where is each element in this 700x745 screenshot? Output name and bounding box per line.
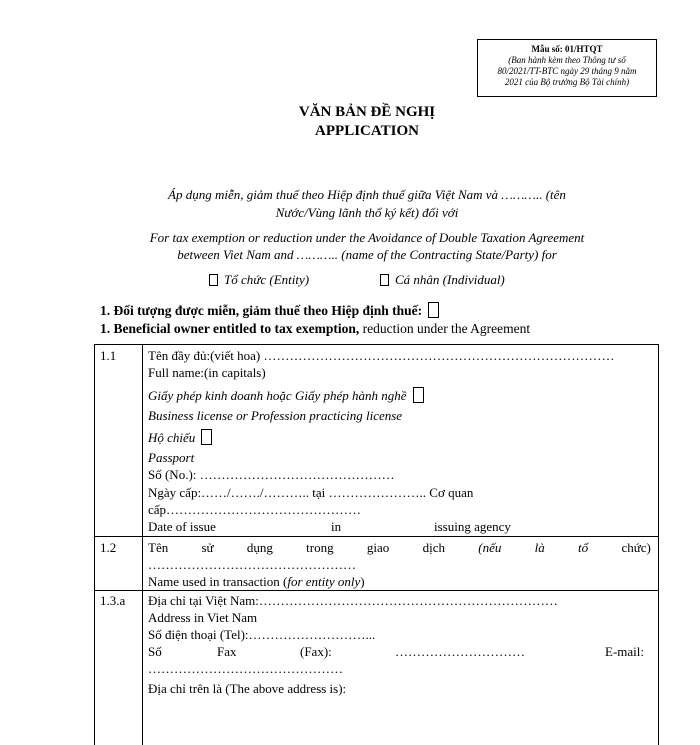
- section-1-title-en-rest: reduction under the Agreement: [359, 321, 531, 336]
- entity-label: Tổ chức (Entity): [224, 272, 310, 287]
- row-1-2-number: 1.2: [100, 540, 117, 555]
- issuing-agency-label: issuing agency: [434, 519, 511, 534]
- address-label-en: Address in Viet Nam: [148, 610, 258, 625]
- subtitle-vi-line-1: Áp dụng miễn, giảm thuế theo Hiệp định thuế giữa Việt Nam và ……….. (tên: [168, 187, 566, 202]
- address-type-label: Địa chỉ trên là (The above address is):: [148, 681, 347, 696]
- issue-date-label-en: [148, 519, 511, 535]
- date-of-issue-label: Date of issue: [148, 519, 216, 534]
- title-vietnamese: VĂN BẢN ĐỀ NGHỊ: [298, 104, 436, 120]
- row-1-3a-number: 1.3.a: [100, 593, 126, 608]
- word: chức): [621, 540, 651, 555]
- section-1-title-en-bold: 1. Beneficial owner entitled to tax exemption,: [100, 321, 360, 336]
- form-issuance-note-3: 2021 của Bộ trưởng Bộ Tài chính): [504, 77, 630, 87]
- individual-checkbox[interactable]: [380, 274, 389, 286]
- form-number: Mẫu số: 01/HTQT: [531, 44, 603, 54]
- passport-checkbox[interactable]: [201, 429, 212, 445]
- row-1-1-number: 1.1: [100, 348, 117, 363]
- passport-label-vi: Hộ chiếu: [148, 430, 196, 445]
- section-1-title-vi: 1. Đối tượng được miễn, giảm thuế theo Hiệp định thuế:: [100, 303, 423, 318]
- word: (nếu: [478, 540, 502, 555]
- individual-label: Cá nhân (Individual): [395, 272, 505, 287]
- word: sử: [201, 540, 214, 555]
- full-name-field[interactable]: Tên đầy đủ:(viết hoa) ………………………………………………………………………: [148, 348, 615, 363]
- section-1-heading-en: [100, 321, 530, 337]
- in-label: in: [331, 519, 342, 534]
- passport-option: [148, 429, 212, 446]
- fax-label-part: Fax: [217, 644, 237, 659]
- transaction-name-label-vi: [148, 540, 651, 556]
- fax-field[interactable]: …………………………: [395, 644, 525, 659]
- word: trong: [306, 540, 334, 555]
- license-option: [148, 387, 424, 404]
- option-individual[interactable]: [380, 272, 505, 288]
- phone-field[interactable]: Số điện thoại (Tel):………………………...: [148, 627, 376, 642]
- fax-label-part: Số: [148, 644, 162, 659]
- subtitle-vi-line-2: Nước/Vùng lãnh thổ ký kết) đối với: [275, 205, 459, 220]
- word: Tên: [148, 540, 169, 555]
- title-english: APPLICATION: [315, 123, 419, 139]
- email-field[interactable]: ………………………………………: [148, 661, 343, 676]
- full-name-label-en: Full name:(in capitals): [148, 365, 266, 380]
- word: tổ: [578, 540, 589, 555]
- form-number-box: [477, 39, 657, 97]
- row-divider: [95, 536, 658, 537]
- document-number-field[interactable]: Số (No.): ………………………………………: [148, 467, 395, 482]
- address-field[interactable]: Địa chỉ tại Việt Nam:……………………………………………………………: [148, 593, 558, 608]
- word: dịch: [422, 540, 445, 555]
- subtitle-en-line-1: For tax exemption or reduction under the Avoidance of Double Taxation Agreement: [149, 230, 585, 245]
- entity-checkbox[interactable]: [209, 274, 218, 286]
- form-issuance-note-2: 80/2021/TT-BTC ngày 29 tháng 9 năm: [497, 66, 637, 76]
- license-label-en: Business license or Profession practicing license: [148, 408, 403, 423]
- label-part: ): [360, 574, 365, 589]
- section-1-checkbox[interactable]: [428, 302, 439, 318]
- email-label: E-mail:: [605, 644, 644, 659]
- section-1-heading-vi: [100, 302, 439, 319]
- row-divider: [95, 590, 658, 591]
- label-part: Name used in transaction (: [148, 574, 288, 589]
- option-entity[interactable]: [209, 272, 309, 288]
- license-checkbox[interactable]: [413, 387, 424, 403]
- issuing-agency-field[interactable]: cấp………………………………………: [148, 502, 362, 517]
- word: dụng: [246, 540, 273, 555]
- word: giao: [366, 540, 390, 555]
- subtitle-en-line-2: between Viet Nam and ……….. (name of the Contracting State/Party) for: [177, 247, 557, 262]
- license-label-vi: Giấy phép kinh doanh hoặc Giấy phép hành nghề: [148, 388, 407, 403]
- issue-date-field[interactable]: Ngày cấp:……/……./……….. tại ………………….. Cơ quan: [148, 485, 474, 500]
- fax-label-part: (Fax):: [300, 644, 332, 659]
- transaction-name-label-en: [148, 574, 365, 590]
- form-issuance-note-1: (Ban hành kèm theo Thông tư số: [508, 55, 626, 65]
- label-part-italic: for entity only: [287, 574, 361, 589]
- transaction-name-field[interactable]: …………………………………………: [148, 557, 356, 572]
- passport-label-en: Passport: [148, 450, 195, 465]
- beneficial-owner-table: [94, 344, 659, 745]
- column-divider: [142, 345, 143, 745]
- word: là: [534, 540, 545, 555]
- fax-email-line: [148, 644, 651, 660]
